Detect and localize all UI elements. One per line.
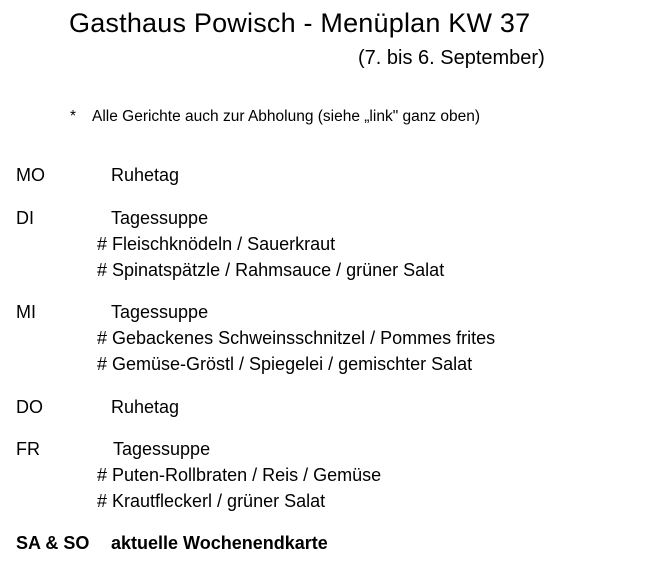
day-label-do: DO	[16, 397, 43, 417]
dish-mi-2: # Gemüse-Gröstl / Spiegelei / gemischter Salat	[97, 354, 473, 374]
main-item-weekend: aktuelle Wochenendkarte	[111, 533, 328, 553]
day-label-weekend: SA & SO	[16, 533, 90, 553]
dish-fr-1: # Puten-Rollbraten / Reis / Gemüse	[97, 465, 382, 485]
main-item-mi: Tagessuppe	[111, 302, 209, 322]
day-label-fr: FR	[16, 439, 40, 459]
dish-di-1: # Fleischknödeln / Sauerkraut	[97, 234, 336, 254]
dish-fr-2: # Krautfleckerl / grüner Salat	[97, 491, 326, 511]
day-label-mi: MI	[16, 302, 36, 322]
pickup-note	[70, 108, 480, 126]
page-title: Gasthaus Powisch - Menüplan KW 37	[69, 8, 531, 38]
note-marker: *	[70, 108, 77, 125]
day-label-mo: MO	[16, 165, 45, 185]
dish-mi-1: # Gebackenes Schweinsschnitzel / Pommes frites	[97, 328, 496, 348]
main-item-mo: Ruhetag	[111, 165, 180, 185]
date-range: (7. bis 6. September)	[358, 47, 545, 69]
dish-di-2: # Spinatspätzle / Rahmsauce / grüner Salat	[97, 260, 445, 280]
day-label-di: DI	[16, 208, 34, 228]
main-item-fr: Tagessuppe	[113, 439, 211, 459]
note-text: Alle Gerichte auch zur Abholung (siehe „link" ganz oben)	[92, 108, 481, 125]
main-item-di: Tagessuppe	[111, 208, 209, 228]
main-item-do: Ruhetag	[111, 397, 180, 417]
